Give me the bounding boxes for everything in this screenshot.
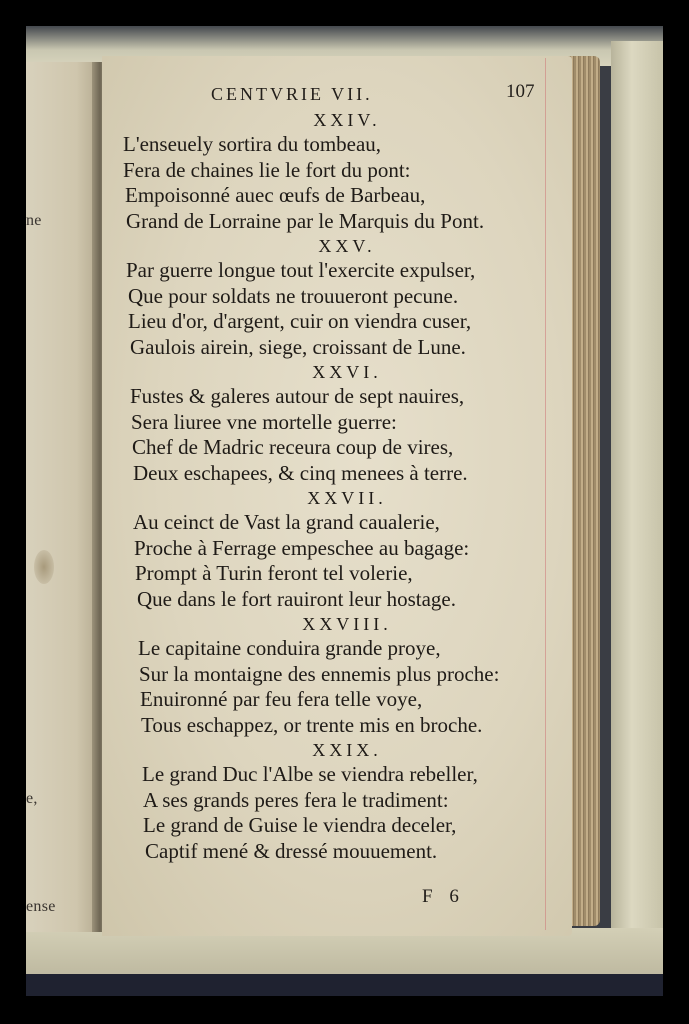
- left-page-fragment: ense: [26, 898, 56, 915]
- quatrain: [123, 612, 573, 738]
- background-strip: [26, 974, 663, 996]
- verse-text-block: [123, 108, 573, 864]
- verse-line: Proche à Ferrage empeschee au bagage:: [134, 535, 470, 560]
- quatrain: [123, 486, 573, 612]
- verse-line: Chef de Madric receura coup de vires,: [132, 435, 454, 459]
- verse-line: Empoisonné auec œufs de Barbeau,: [125, 183, 426, 207]
- quatrain: [123, 234, 573, 360]
- quatrain-numeral: XXVIII.: [302, 614, 392, 634]
- verse-line: Lieu d'or, d'argent, cuir on viendra cuser,: [128, 309, 472, 333]
- verse-line: Le capitaine conduira grande proye,: [138, 636, 441, 660]
- quatrain-numeral: XXVI.: [312, 362, 382, 382]
- verse-line: Fustes & galeres autour de sept nauires,: [130, 384, 465, 408]
- verse-line: Le grand Duc l'Albe se viendra rebeller,: [142, 762, 478, 786]
- quatrain: [123, 360, 573, 486]
- verse-line: A ses grands peres fera le tradiment:: [143, 787, 449, 812]
- verse-line: Fera de chaines lie le fort du pont:: [123, 157, 411, 182]
- left-page-fragment: e,: [26, 790, 38, 807]
- verse-line: Par guerre longue tout l'exercite expulser,: [126, 258, 476, 282]
- quatrain-numeral: XXVII.: [307, 488, 387, 508]
- verse-line: Deux eschapees, & cinq menees à terre.: [133, 460, 468, 485]
- verse-line: L'enseuely sortira du tombeau,: [123, 132, 382, 156]
- page-stain: [34, 550, 54, 584]
- scan-frame: [26, 26, 663, 996]
- book-cover-right: [611, 41, 663, 971]
- verse-line: Tous eschappez, or trente mis en broche.: [141, 712, 483, 737]
- verse-line: Sur la montaigne des ennemis plus proche:: [139, 661, 500, 686]
- verse-line: Grand de Lorraine par le Marquis du Pont.: [126, 208, 485, 233]
- quatrain-numeral: XXIV.: [313, 110, 381, 130]
- signature-mark: F 6: [422, 886, 465, 907]
- verse-line: Captif mené & dressé mouuement.: [145, 838, 438, 863]
- running-head: CENTVRIE VII.: [211, 84, 373, 104]
- verse-line: Enuironné par feu fera telle voye,: [140, 687, 423, 711]
- verse-line: Que pour soldats ne trouueront pecune.: [128, 283, 459, 308]
- verse-line: Sera liuree vne mortelle guerre:: [131, 409, 397, 434]
- quatrain: [123, 738, 573, 864]
- verse-line: Gaulois airein, siege, croissant de Lune.: [130, 334, 466, 359]
- quatrain: [123, 108, 573, 234]
- quatrain-numeral: XXV.: [318, 236, 376, 256]
- left-page: [26, 62, 98, 932]
- quatrain-numeral: XXIX.: [312, 740, 382, 760]
- verse-line: Prompt à Turin feront tel volerie,: [135, 561, 413, 585]
- left-page-fragment: ne: [26, 212, 42, 229]
- verse-line: Que dans le fort rauiront leur hostage.: [137, 586, 456, 611]
- page-number: 107: [506, 81, 535, 102]
- verse-line: Au ceinct de Vast la grand caualerie,: [133, 510, 440, 534]
- verse-line: Le grand de Guise le viendra deceler,: [143, 813, 457, 837]
